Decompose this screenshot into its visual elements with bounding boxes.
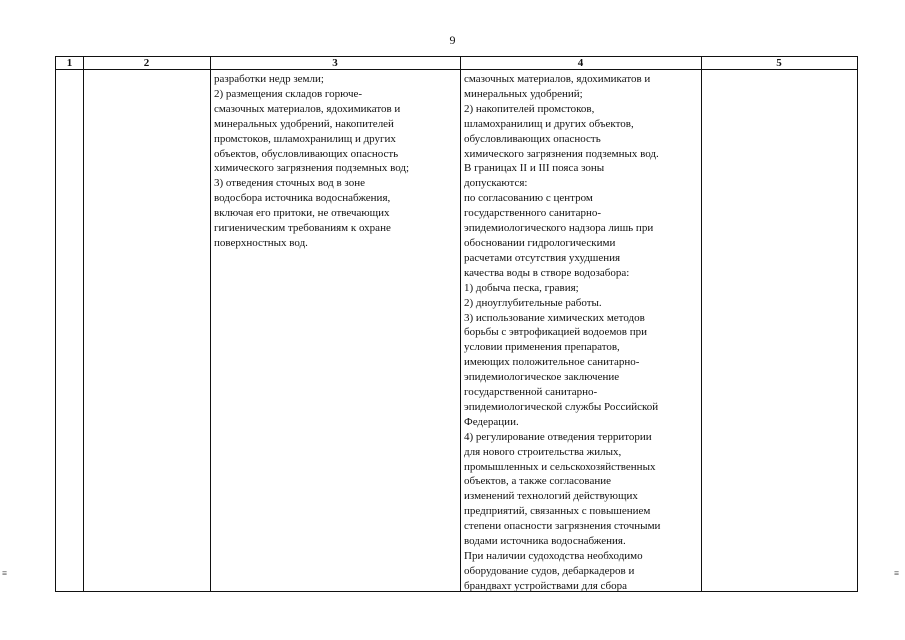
text-line: включая его притоки, не отвечающих <box>214 207 390 220</box>
text-line: минеральных удобрений; <box>464 87 583 100</box>
text-line: промышленных и сельскохозяйственных <box>464 460 656 473</box>
column-3-text <box>214 72 458 251</box>
column-divider <box>210 57 211 591</box>
text-line: разработки недр земли; <box>214 73 324 85</box>
text-line: обусловливающих опасность <box>464 132 601 145</box>
text-line: В границах II и III пояса зоны <box>464 162 605 175</box>
text-line: химического загрязнения подземных вод. <box>464 147 659 160</box>
text-line: имеющих положительное санитарно- <box>464 356 640 369</box>
text-line: 4) регулирование отведения территории <box>464 430 652 443</box>
text-line: шламохранилищ и других объектов, <box>464 117 634 130</box>
text-line: эпидемиологическое заключение <box>464 371 620 384</box>
table-header-row <box>56 57 857 70</box>
text-line: минеральных удобрений, накопителей <box>214 117 394 130</box>
text-line: обосновании гидрологическими <box>464 236 616 249</box>
text-line: эпидемиологического надзора лишь при <box>464 222 654 235</box>
text-line: расчетами отсутствия ухудшения <box>464 251 621 264</box>
text-line: водами источника водоснабжения. <box>464 535 626 548</box>
text-line: 2) дноуглубительные работы. <box>464 296 602 309</box>
text-line: борьбы с эвтрофикацией водоемов при <box>464 326 648 339</box>
text-line: объектов, обусловливающих опасность <box>214 147 399 160</box>
text-line: смазочных материалов, ядохимикатов и <box>464 73 651 85</box>
text-line: условии применения препаратов, <box>464 341 620 354</box>
header-cell-1: 1 <box>66 57 73 69</box>
column-4-text <box>464 72 700 594</box>
header-cell-5: 5 <box>776 57 782 69</box>
column-divider <box>83 57 84 591</box>
column-divider <box>701 57 702 591</box>
text-line: предприятий, связанных с повышением <box>464 505 651 518</box>
text-line: допускаются: <box>464 177 528 190</box>
text-line: брандвахт устройствами для сбора <box>464 579 627 592</box>
text-line: качества воды в створе водозабора: <box>464 266 630 279</box>
text-line: 3) отведения сточных вод в зоне <box>214 177 365 190</box>
text-line: по согласованию с центром <box>464 192 593 205</box>
text-line: объектов, а также согласование <box>464 475 612 488</box>
header-cell-4: 4 <box>577 57 584 69</box>
text-line: государственного санитарно- <box>464 207 602 220</box>
text-line: оборудование судов, дебаркадеров и <box>464 564 635 577</box>
text-line: 1) добыча песка, гравия; <box>464 281 579 294</box>
header-cell-2: 2 <box>143 57 150 69</box>
text-line: 2) размещения складов горюче- <box>214 87 363 100</box>
text-line: При наличии судоходства необходимо <box>464 550 643 562</box>
text-line: изменений технологий действующих <box>464 490 638 503</box>
text-line: водосбора источника водоснабжения, <box>214 192 391 205</box>
text-line: 2) накопителей промстоков, <box>464 102 595 115</box>
text-line: степени опасности загрязнения сточными <box>464 520 661 533</box>
text-line: поверхностных вод. <box>214 236 308 249</box>
text-line: эпидемиологической службы Российской <box>464 400 659 413</box>
page-number: 9 <box>449 33 456 47</box>
text-line: гигиеническим требованиям к охране <box>214 222 391 235</box>
text-line: государственной санитарно- <box>464 386 598 399</box>
text-line: для нового строительства жилых, <box>464 445 622 458</box>
column-divider <box>460 57 461 591</box>
margin-mark-right: ≡ <box>894 568 900 578</box>
regulations-table <box>55 56 858 592</box>
margin-mark-left: ≡ <box>2 568 8 578</box>
text-line: промстоков, шламохранилищ и других <box>214 132 396 145</box>
text-line: Федерации. <box>464 415 519 428</box>
text-line: смазочных материалов, ядохимикатов и <box>214 102 401 115</box>
text-line: 3) использование химических методов <box>464 311 645 324</box>
text-line: химического загрязнения подземных вод; <box>214 162 410 175</box>
header-cell-3: 3 <box>332 57 338 69</box>
